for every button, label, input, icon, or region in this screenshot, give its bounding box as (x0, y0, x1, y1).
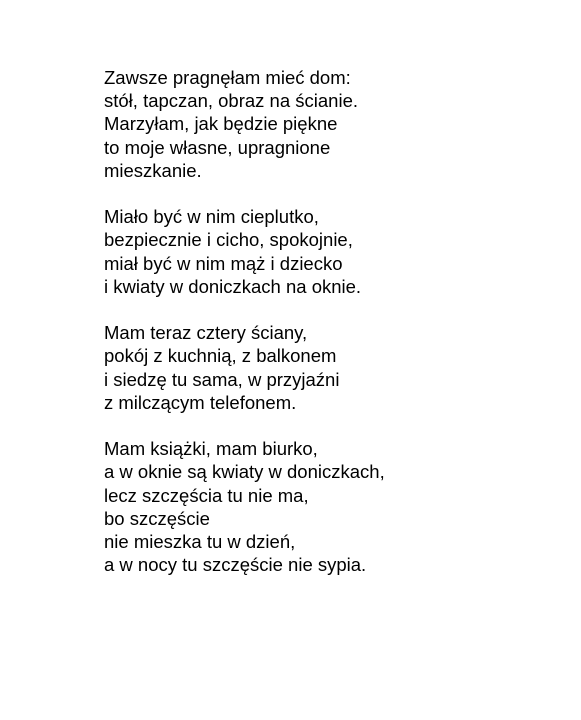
poem-line: mieszkanie. (104, 159, 202, 181)
stanza-1 (104, 66, 385, 182)
poem-line: lecz szczęścia tu nie ma, (104, 484, 309, 506)
poem-line: Mam książki, mam biurko, (104, 438, 318, 460)
poem-line: i siedzę tu sama, w przyjaźni (104, 368, 340, 390)
poem-line: nie mieszka tu w dzień, (104, 531, 296, 553)
stanza-4 (104, 437, 385, 576)
poem-line: a w oknie są kwiaty w doniczkach, (104, 461, 385, 483)
poem-line: z milczącym telefonem. (104, 391, 297, 413)
poem-line: bo szczęście (104, 507, 210, 529)
poem-line: to moje własne, upragnione (104, 136, 331, 158)
poem-line: Mam teraz cztery ściany, (104, 322, 308, 344)
poem-line: Miało być w nim cieplutko, (104, 206, 319, 228)
stanza-2 (104, 205, 385, 298)
poem-line: a w nocy tu szczęście nie sypia. (104, 554, 367, 576)
stanza-3 (104, 321, 385, 414)
poem (104, 66, 385, 576)
poem-line: bezpiecznie i cicho, spokojnie, (104, 229, 353, 251)
poem-line: Zawsze pragnęłam mieć dom: (104, 67, 351, 88)
poem-line: miał być w nim mąż i dziecko (104, 252, 343, 274)
poem-line: pokój z kuchnią, z balkonem (104, 345, 337, 367)
poem-line: Marzyłam, jak będzie piękne (104, 113, 338, 135)
poem-line: i kwiaty w doniczkach na oknie. (104, 275, 362, 297)
poem-line: stół, tapczan, obraz na ścianie. (104, 90, 359, 112)
